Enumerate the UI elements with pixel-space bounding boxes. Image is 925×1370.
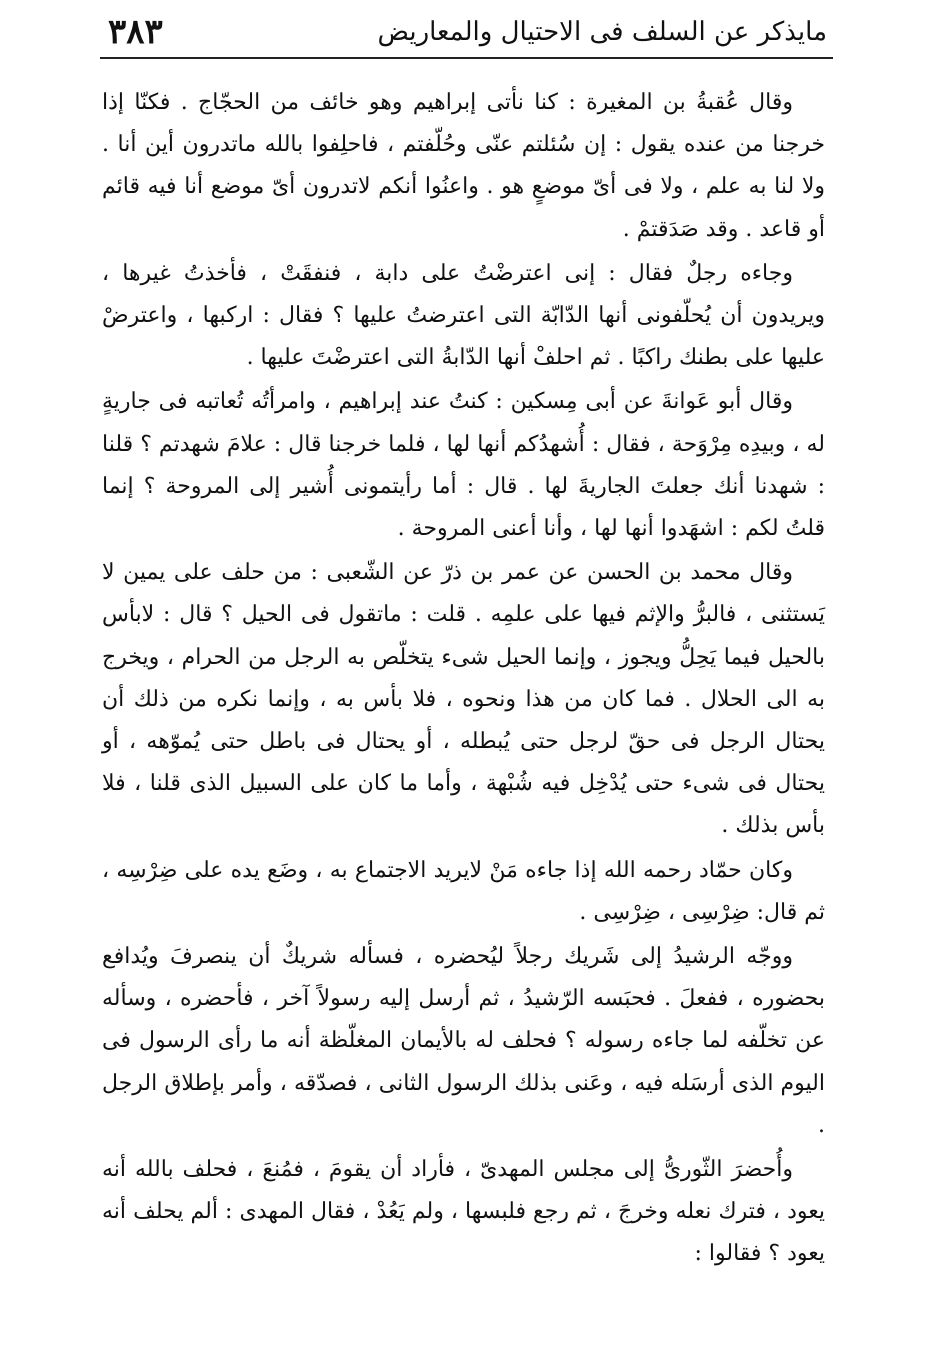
paragraph: وأُحضرَ الثّورىُّ إلى مجلس المهدىّ ، فأراد أن يقومَ ، فمُنعَ ، فحلف بالله أنه يعود ، فترك نعله وخرجَ ، ثم رجع فلبسها ، ولم يَعُدْ ، فقال المهدى : ألم يحلف أنه يعود ؟ فقالوا :: [102, 1157, 825, 1267]
paragraph: وقال عُقبةُ بن المغيرة : كنا نأتى إبراهيم وهو خائف من الحجّاج . فكنّا إذا خرجنا من عنده يقول : إن سُئلتم عنّى وحُلّفتم ، فاحلِفوا بالله ماتدرون أين أنا . ولا لنا به علم ، ولا فى أىّ موضعٍ هو . واعنُوا أنكم لاتدرون أىّ موضع أنا فيه قائم أو قاعد . وقد صَدَقتمْ .: [102, 90, 825, 242]
paragraph: وقال محمد بن الحسن عن عمر بن ذرّ عن الشّعبى : من حلف على يمين لا يَستثنى ، فالبرُّ والإثم فيها على علمِه . قلت : ماتقول فى الحيل ؟ قال : لابأس بالحيل فيما يَحِلُّ ويجوز ، وإنما الحيل شىء يتخلّص به الرجل من الحرام ، ويخرج به الى الحلال . فما كان من هذا ونحوه ، فلا بأس به ، وإنما نكره من ذلك أن يحتال الرجل فى حقّ لرجل حتى يُبطله ، أو يحتال فى باطل حتى يُموّهه ، أو يحتال فى شىء حتى يُدْخِل فيه شُبْهة ، وأما ما كان على السبيل الذى قلنا ، فلا بأس بذلك .: [102, 560, 825, 839]
body-text: [102, 82, 825, 1278]
paragraph: ووجّه الرشيدُ إلى شَريك رجلاً ليُحضره ، فسأله شريكٌ أن ينصرفَ ويُدافع بحضوره ، ففعلَ . فحبَسه الرّشيدُ ، ثم أرسل إليه رسولاً آخر ، فأحضره ، وسأله عن تخلّفه لما جاءه رسوله ؟ فحلف له بالأيمان المغلّظة أنه ما رأى الرسول فى اليوم الذى أرسَله فيه ، وعَنى بذلك الرسول الثانى ، فصدّقه ، وأمر بإطلاق الرجل .: [102, 944, 825, 1138]
paragraph: وجاءه رجلٌ فقال : إنى اعترضْتُ على دابة ، فنفقَتْ ، فأخذتُ غيرها ، ويريدون أن يُحلّفونى أنها الدّابّة التى اعترضتُ عليها ؟ فقال : اركبها ، واعترضْ عليها على بطنك راكبًا . ثم احلفْ أنها الدّابةُ التى اعترضْتَ عليها .: [102, 260, 825, 371]
paragraph: وقال أبو عَوانةَ عن أبى مِسكين : كنتُ عند إبراهيم ، وامرأتُه تُعاتبه فى جاريةٍ له ، وبيدِه مِرْوَحة ، فقال : أُشهدُكم أنها لها ، فلما خرجنا قال : علامَ شهدتم ؟ قلنا : شهدنا أنك جعلتَ الجاريةَ لها . قال : أما رأيتمونى أُشير إلى المروحة ؟ إنما قلتُ لكم : اشهَدوا أنها لها ، وأنا أعنى المروحة .: [102, 389, 825, 542]
page-number: ٣٨٣: [108, 12, 163, 52]
running-header: [108, 8, 827, 56]
paragraph: وكان حمّاد رحمه الله إذا جاءه مَنْ لايريد الاجتماع به ، وضَع يده على ضِرْسِه ، ثم قال: ضِرْسِى ، ضِرْسِى .: [102, 857, 825, 925]
running-title: مايذكر عن السلف فى الاحتيال والمعاريض: [377, 17, 827, 47]
header-rule: [100, 57, 833, 59]
